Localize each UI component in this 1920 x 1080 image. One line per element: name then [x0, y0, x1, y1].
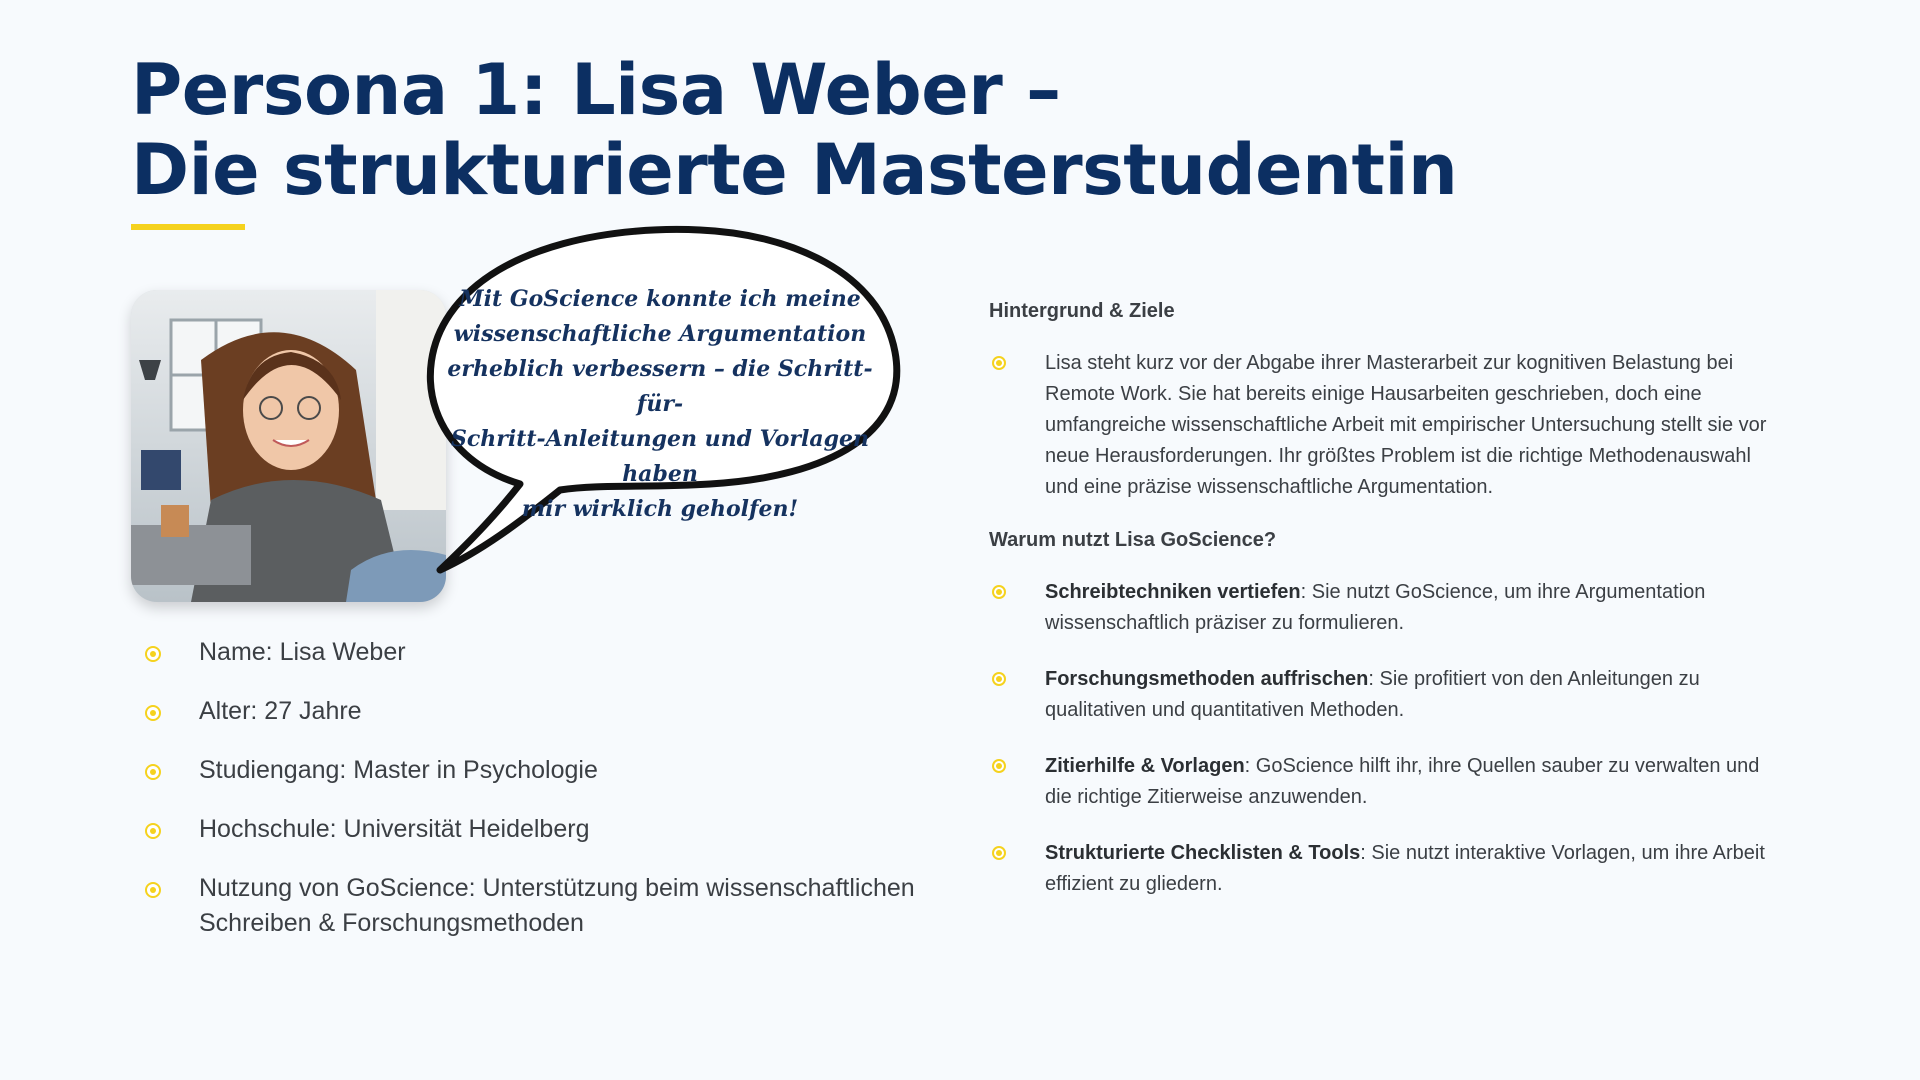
reasons-heading: Warum nutzt Lisa GoScience? [989, 529, 1277, 551]
reason-item [989, 751, 1789, 813]
profile-item-university: Hochschule: Universität Heidelberg [141, 812, 941, 847]
profile-item-age: Alter: 27 Jahre [141, 694, 941, 729]
bullet-icon [145, 764, 161, 780]
reason-description: : Sie nutzt GoScience, um ihre Argumentation wissenschaftlich präziser zu formulieren. [1045, 581, 1706, 634]
quote-line: Mit GoScience konnte ich meine [459, 286, 861, 312]
details-column [989, 296, 1789, 900]
background-item: Lisa steht kurz vor der Abgabe ihrer Masterarbeit zur kognitiven Belastung bei Remote Work. Sie hat bereits einige Hausarbeiten geschrieben, doch eine umfangreiche wissenschaftliche Arbeit mit empirischer Untersuchung stellt sie vor neue Herausforderungen. Ihr größtes Problem ist die richtige Methodenauswahl und eine präzise wissenschaftliche Argumentation. [989, 348, 1789, 503]
reason-term: Zitierhilfe & Vorlagen [1045, 755, 1245, 777]
page-title-line-1: Persona 1: Lisa Weber – [131, 49, 1061, 131]
reason-description: : GoScience hilft ihr, ihre Quellen sauber zu verwalten und die richtige Zitierweise anzuwenden. [1045, 755, 1760, 808]
reasons-list [989, 577, 1789, 900]
profile-item-program: Studiengang: Master in Psychologie [141, 753, 941, 788]
persona-photo [131, 290, 446, 602]
bullet-icon [992, 846, 1006, 860]
profile-list [141, 635, 941, 965]
bullet-icon [145, 705, 161, 721]
reason-item [989, 664, 1789, 726]
quote-line: wissenschaftliche Argumentation [453, 321, 867, 347]
bullet-icon [145, 882, 161, 898]
quote-line: Schritt-Anleitungen und Vorlagen haben [451, 426, 869, 487]
bullet-icon [145, 646, 161, 662]
bullet-icon [145, 823, 161, 839]
page-title-line-2: Die strukturierte Masterstudentin [131, 129, 1458, 211]
quote-line: erheblich verbessern – die Schritt-für- [447, 356, 873, 417]
reason-item [989, 577, 1789, 639]
bullet-icon [992, 356, 1006, 370]
bullet-icon [992, 759, 1006, 773]
bullet-icon [992, 672, 1006, 686]
reason-item [989, 838, 1789, 900]
speech-bubble [410, 222, 910, 582]
profile-item-name: Name: Lisa Weber [141, 635, 941, 670]
profile-item-usage: Nutzung von GoScience: Unterstützung beim wissenschaftlichen Schreiben & Forschungsmethoden [141, 871, 941, 941]
reason-term: Strukturierte Checklisten & Tools [1045, 842, 1361, 864]
background-heading: Hintergrund & Ziele [989, 300, 1175, 322]
testimonial-quote [440, 282, 880, 527]
page-title [131, 50, 1457, 210]
quote-line: mir wirklich geholfen! [521, 496, 799, 522]
bullet-icon [992, 585, 1006, 599]
reason-description: : Sie nutzt interaktive Vorlagen, um ihre Arbeit effizient zu gliedern. [1045, 842, 1765, 895]
title-accent-bar [131, 224, 245, 230]
reason-term: Schreibtechniken vertiefen [1045, 581, 1301, 603]
reason-description: : Sie profitiert von den Anleitungen zu qualitativen und quantitativen Methoden. [1045, 668, 1700, 721]
reason-term: Forschungsmethoden auffrischen [1045, 668, 1369, 690]
background-list [989, 348, 1789, 503]
